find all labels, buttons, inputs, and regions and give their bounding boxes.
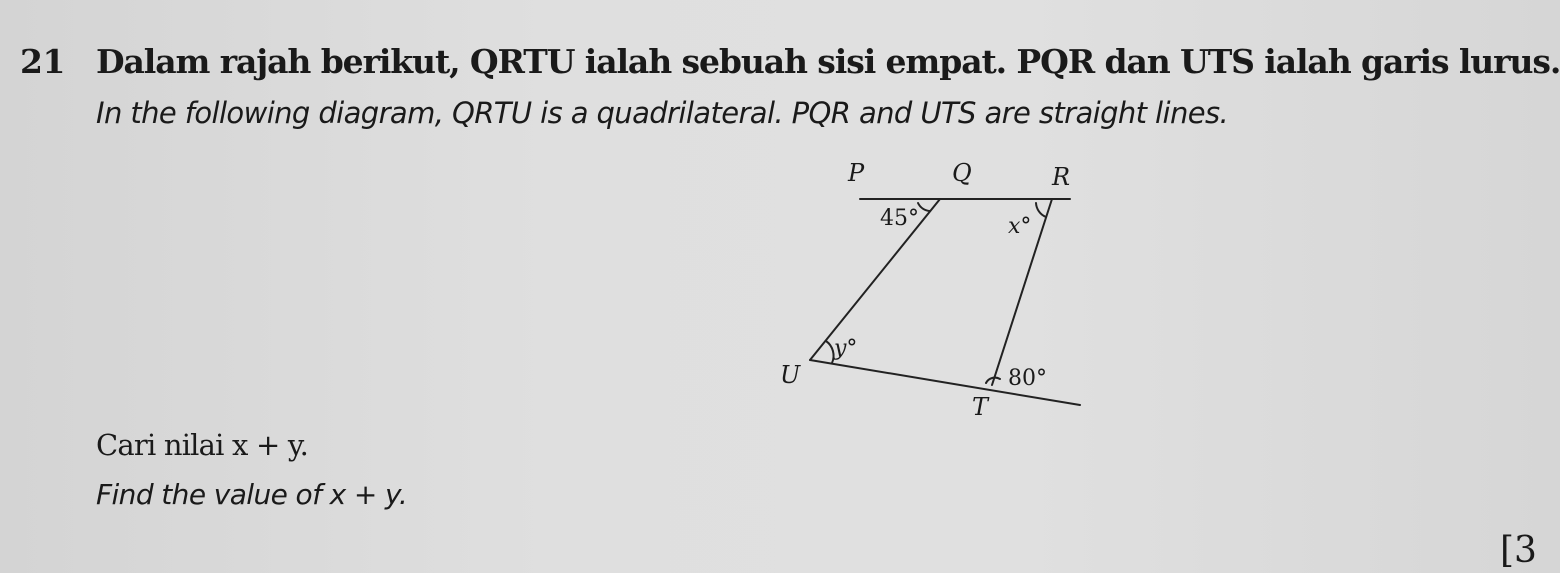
arc-y (826, 341, 834, 363)
label-r: R (1052, 163, 1071, 191)
label-angle-y: y° (834, 336, 858, 361)
label-angle-x: x° (1008, 214, 1032, 239)
quadrilateral-diagram (760, 145, 1100, 435)
arc-45 (918, 203, 930, 211)
task-malay: Cari nilai x + y. (96, 428, 309, 462)
question-statement-malay: Dalam rajah berikut, QRTU ialah sebuah sisi empat. PQR dan UTS ialah garis lurus. (96, 42, 1560, 81)
question-statement-english: In the following diagram, QRTU is a quadrilateral. PQR and UTS are straight lines. (96, 96, 1229, 130)
label-t: T (972, 393, 989, 421)
side-qu (810, 199, 940, 360)
label-u: U (780, 361, 801, 389)
task-english: Find the value of x + y. (96, 478, 408, 511)
arc-x (1036, 203, 1046, 217)
label-q: Q (952, 159, 972, 187)
label-angle-80: 80° (1008, 366, 1047, 391)
label-p: P (848, 159, 865, 187)
label-angle-45: 45° (880, 206, 919, 231)
question-number: 21 (20, 42, 65, 81)
marks-bracket: [3 (1500, 530, 1537, 571)
